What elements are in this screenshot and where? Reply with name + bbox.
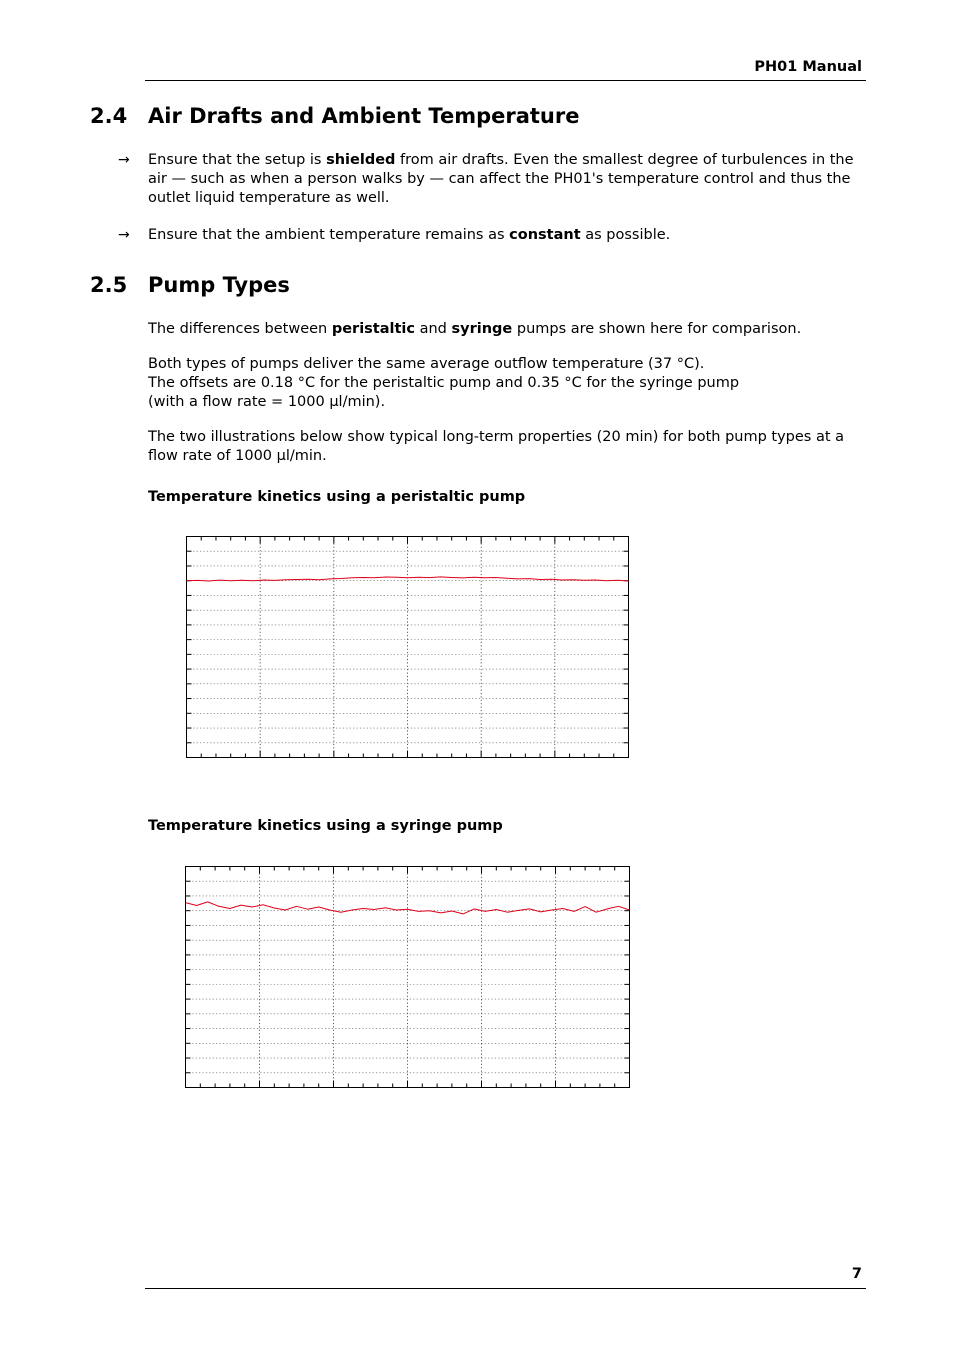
text-span: Ensure that the ambient temperature remains as (148, 227, 510, 243)
bullet-arrow-icon: → (118, 152, 130, 168)
bullet-constant (148, 226, 863, 245)
text-span: from air drafts. Even the smallest degree of turbulences in the air — such as when a person walks by — can affect the PH01's temperature control and thus the outlet liquid temperature as well. (148, 152, 854, 206)
bold-term: syringe (451, 321, 513, 337)
text-span: as possible. (580, 227, 671, 243)
footer-rule (145, 1288, 866, 1289)
bold-term: constant (509, 227, 581, 243)
header-rule (145, 80, 866, 81)
page-number: 7 (851, 1266, 862, 1282)
text-span: The differences between (148, 321, 332, 337)
section-heading-air-drafts (90, 104, 579, 128)
chart-syringe (185, 866, 630, 1088)
bold-term: peristaltic (331, 321, 415, 337)
section-number: 2.5 (90, 273, 128, 297)
section-title: Pump Types (148, 273, 290, 297)
text-line: Both types of pumps deliver the same average outflow temperature (37 °C). (148, 356, 705, 372)
text-span: Ensure that the setup is (148, 152, 327, 168)
chart-syringe-svg (185, 866, 630, 1088)
caption-peristaltic: Temperature kinetics using a peristaltic pump (148, 489, 526, 505)
bold-term: shielded (326, 152, 396, 168)
section-title: Air Drafts and Ambient Temperature (148, 104, 580, 128)
text-span: and (415, 321, 452, 337)
series-line (187, 577, 629, 581)
caption-syringe: Temperature kinetics using a syringe pump (148, 818, 503, 834)
text-span: pumps are shown here for comparison. (512, 321, 802, 337)
bullet-shielded (148, 151, 863, 208)
paragraph-differences (148, 320, 863, 339)
chart-peristaltic (186, 536, 629, 758)
chart-peristaltic-svg (186, 536, 629, 758)
paragraph-offsets (148, 355, 863, 412)
text-line: (with a flow rate = 1000 µl/min). (148, 394, 386, 410)
section-number: 2.4 (90, 104, 128, 128)
bullet-arrow-icon: → (118, 227, 130, 243)
header-title: PH01 Manual (754, 59, 862, 75)
paragraph-long-term: The two illustrations below show typical long-term properties (20 min) for both pump types at a flow rate of 1000 µl/min. (148, 429, 845, 464)
section-heading-pump-types (90, 273, 290, 297)
text-line: The offsets are 0.18 °C for the peristaltic pump and 0.35 °C for the syringe pump (148, 375, 740, 391)
